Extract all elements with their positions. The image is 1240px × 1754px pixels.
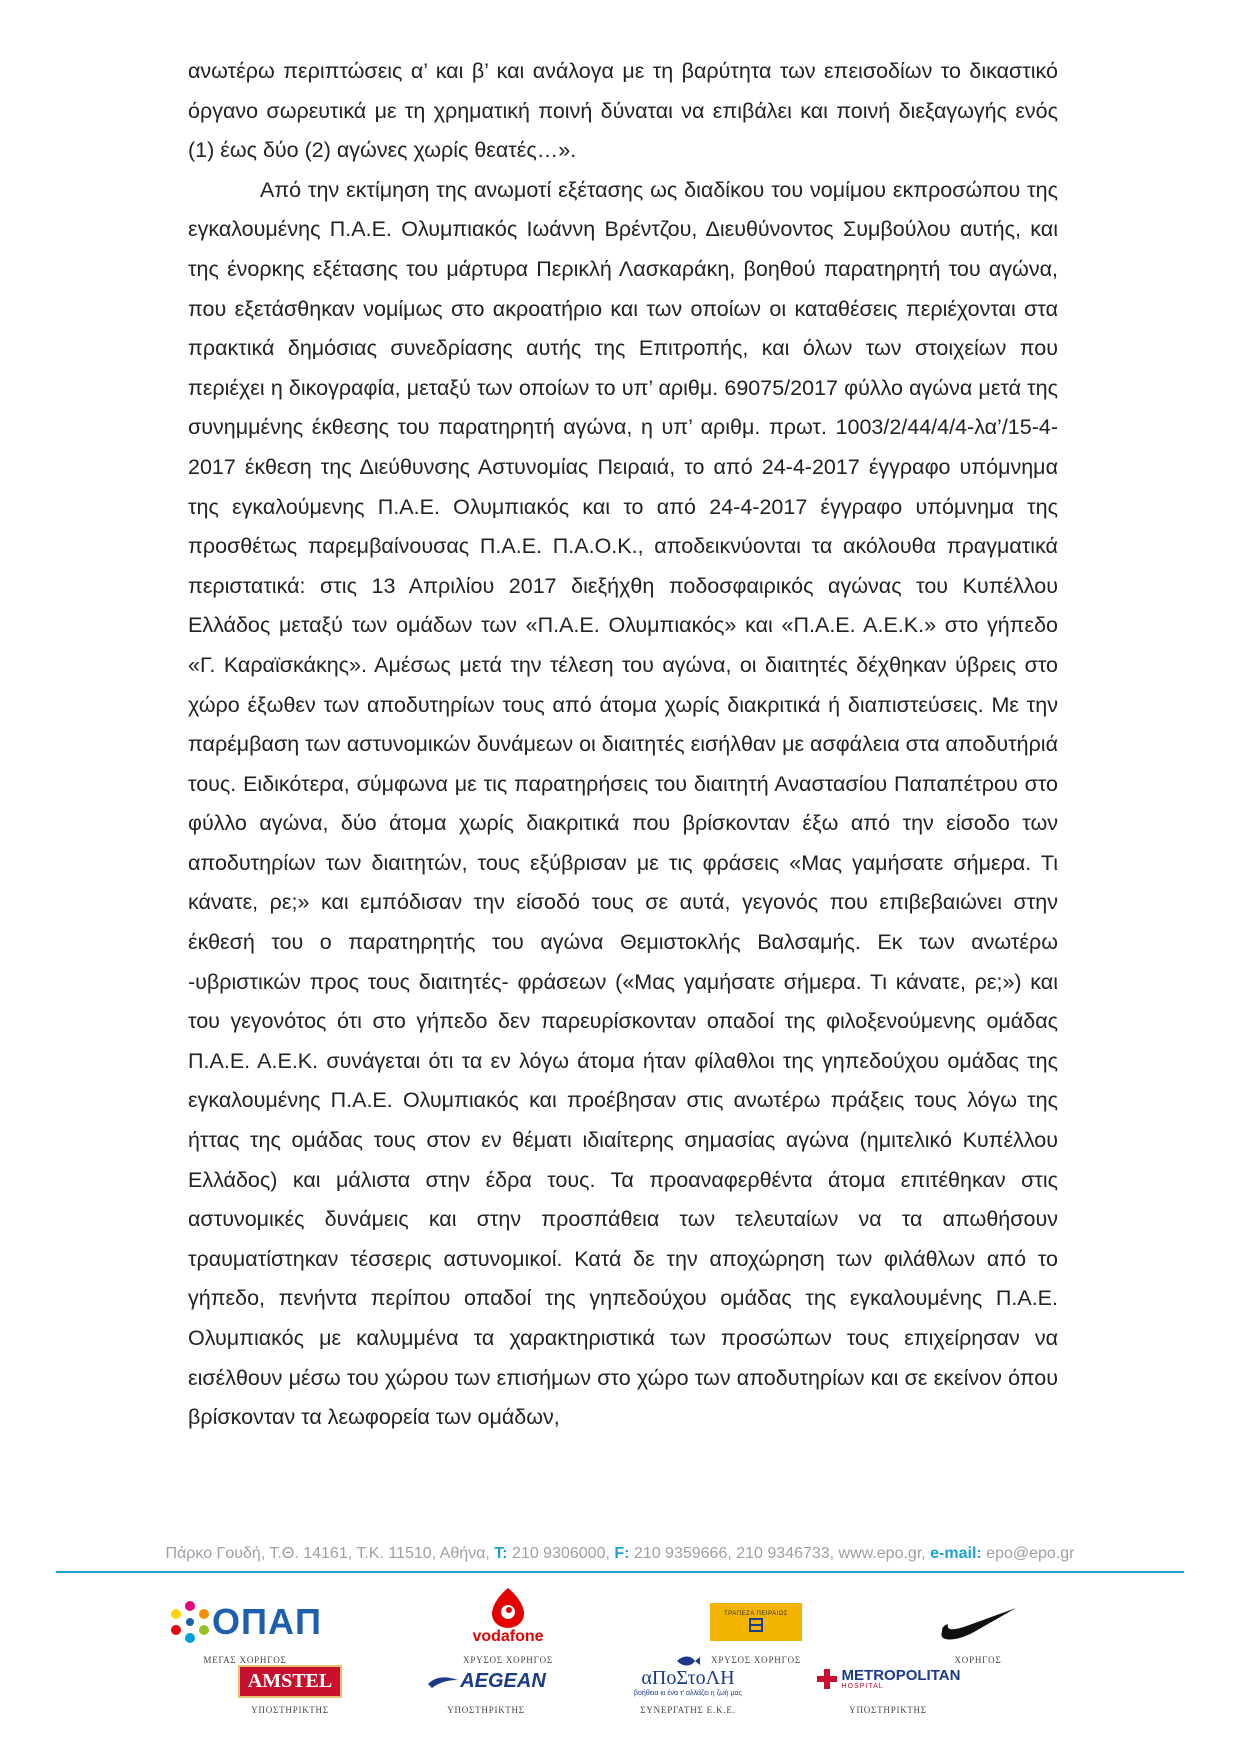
sponsor-name: vodafone	[472, 1628, 544, 1645]
email-label: e-mail:	[930, 1545, 982, 1562]
nike-swoosh-icon	[938, 1602, 1018, 1642]
fax-value: 210 9359666, 210 9346733, www.epo.gr,	[629, 1545, 931, 1562]
footer-address: Πάρκο Γουδή, Τ.Θ. 14161, Τ.Κ. 11510, Αθήνα,	[165, 1545, 495, 1562]
sponsor-caption: ΣΥΝΕΡΓΑΤΗΣ Ε.Κ.Ε.	[640, 1705, 736, 1715]
sponsor-tagline: HOSPITAL	[841, 1682, 884, 1690]
sponsor-caption: ΥΠΟΣΤΗΡΙΚΤΗΣ	[251, 1705, 329, 1715]
sponsor-metropolitan	[788, 1655, 988, 1715]
sponsor-aegean	[386, 1660, 586, 1715]
apostoli-fish-icon	[675, 1655, 701, 1667]
medical-cross-icon	[816, 1668, 838, 1690]
sponsor-amstel	[190, 1660, 390, 1715]
paragraph: ανωτέρω περιπτώσεις α’ και β’ και ανάλογα με τη βαρύτητα των επεισοδίων το δικαστικό όργανο σωρευτικά με τη χρηματική ποινή δύναται να επιβάλει και ποινή διεξαγωγής ενός (1) έως δύο (2) αγώνες χωρίς θεατές…».	[188, 59, 1058, 163]
sponsor-caption: ΥΠΟΣΤΗΡΙΚΤΗΣ	[447, 1705, 525, 1715]
fax-label: F:	[614, 1545, 630, 1562]
sponsor-name: ΤΡΑΠΕΖΑ ΠΕΙΡΑΙΩΣ	[724, 1611, 788, 1617]
paragraph: Από την εκτίμηση της ανωμοτί εξέτασης ως διαδίκου του νομίμου εκπροσώπου της εγκαλουμένης Π.Α.Ε. Ολυμπιακός Ιωάννη Βρέντζου, Διευθύνοντος Συμβούλου αυτής, και της ένορκης εξέτασης του μάρτυρα Περικλή Λασκαράκη, βοηθού παρατηρητή του αγώνα, που εξετάσθηκαν νομίμως στο ακροατήριο και των οποίων οι καταθέσεις περιέχονται στα πρακτικά δημόσιας συνεδρίασης αυτής της Επιτροπής, και όλων των στοιχείων που περιέχει η δικογραφία, μεταξύ των οποίων το υπ’ αριθμ. 69075/2017 φύλλο αγώνα μετά της συνημμένης έκθεσης του παρατηρητή αγώνα, η υπ’ αριθμ. πρωτ. 1003/2/44/4/4-λα’/15-4-2017 έκθεση της Διεύθυνσης Αστυνομίας Πειραιά, το από 24-4-2017 έγγραφο υπόμνημα της εγκαλούμενης Π.Α.Ε. Ολυμπιακός και το από 24-4-2017 έγγραφο υπόμνημα της προσθέτως παρεμβαίνουσας Π.Α.Ε. Π.Α.Ο.Κ., αποδεικνύονται τα ακόλουθα πραγματικά περιστατικά: στις 13 Απριλίου 2017 διεξήχθη ποδοσφαιρικός αγώνας του Κυπέλλου Ελλάδος μεταξύ των ομάδων των «Π.Α.Ε. Ολυμπιακός» και «Π.Α.Ε. Α.Ε.Κ.» στο γήπεδο «Γ. Καραϊσκάκης». Αμέσως μετά την τέλεση του αγώνα, οι διαιτητές δέχθηκαν ύβρεις στο χώρο έξωθεν των αποδυτηρίων τους από άτομα χωρίς διακριτικά ή διαπιστεύσεις. Με την παρέμβαση των αστυνομικών δυνάμεων οι διαιτητές εισήλθαν με ασφάλεια στα αποδυτήριά τους. Ειδικότερα, σύμφωνα με τις παρατηρήσεις του διαιτητή Αναστασίου Παπαπέτρου στο φύλλο αγώνα, δύο άτομα χωρίς διακριτικά που βρίσκονταν έξω από την είσοδο των αποδυτηρίων των διαιτητών, τους εξύβρισαν με τις φράσεις «Μας γαμήσατε σήμερα. Τι κάνατε, ρε;» και εμπόδισαν την είσοδό τους σε αυτά, γεγονός που επιβεβαιώνει στην έκθεσή του ο παρατηρητής του αγώνα Θεμιστοκλής Βαλσαμής. Εκ των ανωτέρω -υβριστικών προς τους διαιτητές- φράσεων («Μας γαμήσατε σήμερα. Τι κάνατε, ρε;») και του γεγονότος ότι στο γήπεδο δεν παρευρίσκονταν οπαδοί της φιλοξενούμενης ομάδας Π.Α.Ε. Α.Ε.Κ. συνάγεται ότι τα εν λόγω άτομα ήταν φίλαθλοι της γηπεδούχου ομάδας της εγκαλουμένης Π.Α.Ε. Ολυμπιακός και προέβησαν στις ανωτέρω πράξεις τους λόγω της ήττας της ομάδας τους στον εν θέματι ιδιαίτερης σημασίας αγώνα (ημιτελικό Κυπέλλου Ελλάδος) και μάλιστα στην έδρα τους. Τα προαναφερθέντα άτομα επιτέθηκαν στις αστυνομικές δυνάμεις και στην προσπάθεια των τελευταίων να τα απωθήσουν τραυματίστηκαν τέσσερις αστυνομικοί. Κατά δε την αποχώρηση των φιλάθλων από το γήπεδο, πενήντα περίπου οπαδοί της γηπεδούχου ομάδας της εγκαλουμένης Π.Α.Ε. Ολυμπιακός με καλυμμένα τα χαρακτηριστικά των προσώπων τους επιχείρησαν να εισέλθουν μέσω του χώρου των επισήμων στο χώρο των αποδυτηρίων και σε εκείνον όπου βρίσκονταν τα λεωφορεία των ομάδων,	[188, 177, 1058, 1430]
tel-label: T:	[494, 1545, 508, 1562]
document-body	[188, 52, 1058, 1438]
sponsor-caption: ΧΟΡΗΓΟΣ	[954, 1655, 1002, 1665]
sponsor-caption: ΧΡΥΣΟΣ ΧΟΡΗΓΟΣ	[711, 1655, 801, 1665]
opap-star-icon	[168, 1600, 212, 1644]
sponsor-caption: ΧΡΥΣΟΣ ΧΟΡΗΓΟΣ	[463, 1655, 553, 1665]
sponsor-name: METROPOLITAN	[841, 1666, 961, 1684]
sponsor-apostoli	[588, 1650, 788, 1715]
footer-divider	[56, 1571, 1184, 1573]
vodafone-drop-icon	[490, 1586, 526, 1628]
sponsor-caption: ΜΕΓΑΣ ΧΟΡΗΓΟΣ	[203, 1655, 287, 1665]
tel-value: 210 9306000,	[507, 1545, 615, 1562]
sponsor-caption: ΥΠΟΣΤΗΡΙΚΤΗΣ	[849, 1705, 927, 1715]
sponsor-vodafone	[408, 1580, 608, 1665]
footer-contact	[56, 1545, 1184, 1563]
sponsor-tagline: βοήθεια κι ένα τ' αλλάζει η ζωή μας	[634, 1690, 742, 1697]
piraeus-emblem-icon	[748, 1617, 764, 1633]
aegean-bird-icon	[426, 1672, 460, 1690]
email-value: epo@epo.gr	[981, 1545, 1075, 1562]
sponsor-name: AMSTEL	[238, 1665, 342, 1698]
sponsor-name: αΠοΣτοΛΗ	[641, 1667, 735, 1689]
sponsor-name: ΟΠΑΠ	[212, 1601, 322, 1642]
sponsor-opap	[145, 1592, 345, 1665]
sponsor-name: AEGEAN	[460, 1669, 546, 1692]
